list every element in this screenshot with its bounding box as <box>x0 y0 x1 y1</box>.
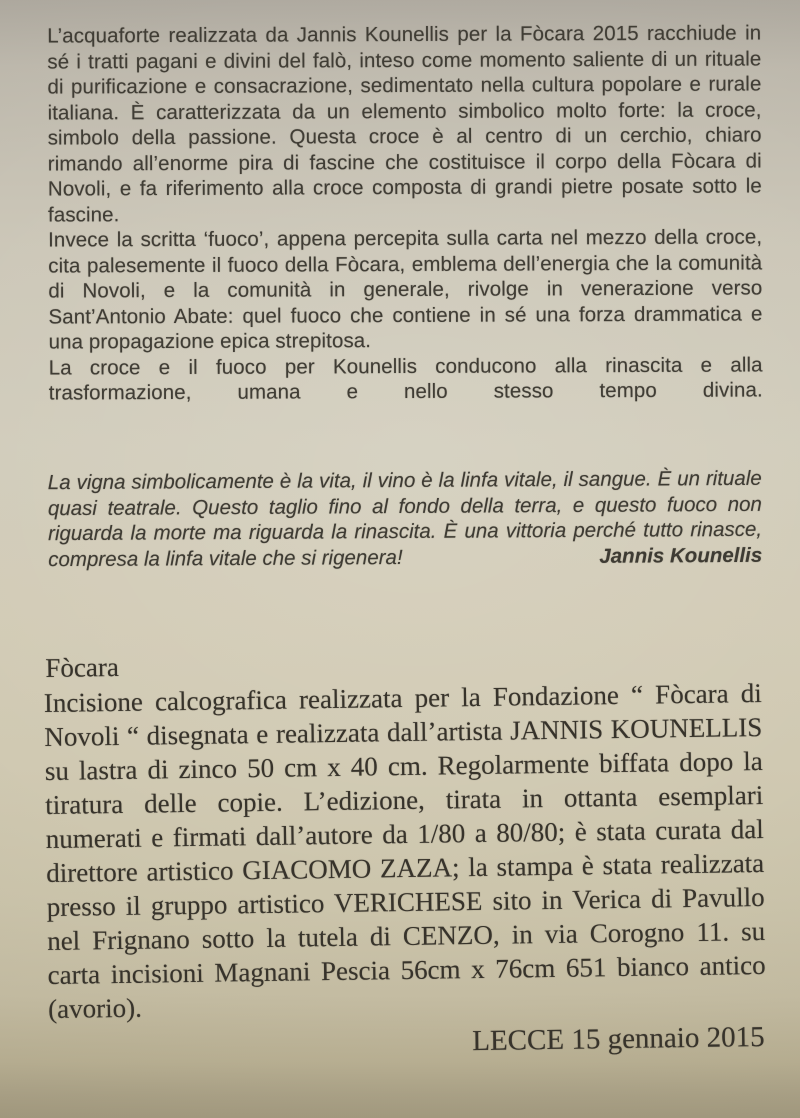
colophon-block <box>43 641 767 1064</box>
colophon-dateline: LECCE 15 gennaio 2015 <box>472 1020 765 1058</box>
intro-paragraph-1: L’acquaforte realizzata da Jannis Kounellis per la Fòcara 2015 racchiude in sé i tratti pagani e divini del falò, inteso come momento saliente di un rituale di purificazione e consacrazione, sedimentato nella cultura popolare e rurale italiana. È caratterizzata da un elemento simbolico molto forte: la croce, simbolo della passione. Questa croce è al centro di un cerchio, chiaro rimando all’enorme pira di fascine che costituisce il corpo della Fòcara di Novoli, e fa riferimento alla croce composta di grandi pietre posate sotto le fascine. <box>47 21 762 227</box>
intro-text-block <box>47 20 763 406</box>
colophon-body: Incisione calcografica realizzata per la Fondazione “ Fòcara di Novoli “ disegnata e realizzata dall’artista JANNIS KOUNELLIS su lastra di zinco 50 cm x 40 cm. Regolarmente biffata dopo la tiratura delle copie. L’edizione, tirata in ottanta esemplari numerati e firmati dall’autore da 1/80 a 80/80; è stata curata dal direttore artistico GIACOMO ZAZA; la stampa è stata realizzata presso il gruppo artistico VERICHESE sito in Verica di Pavullo nel Frignano sotto la tutela di CENZO, in via Corogno 11. su carta incisioni Magnani Pescia 56cm x 76cm 651 bianco antico (avorio). <box>43 678 766 1024</box>
colophon-title: Fòcara <box>45 651 120 684</box>
artist-quote-attribution: Jannis Kounellis <box>599 543 763 568</box>
intro-paragraph-2: Invece la scritta ‘fuoco’, appena percepita sulla carta nel mezzo della croce, cita palesemente il fuoco della Fòcara, emblema dell’energia che la comunità di Novoli, e la comunità in generale, rivolge in venerazione verso Sant’Antonio Abate: quel fuoco che contiene in sé una forza drammatica e una propagazione epica strepitosa. <box>48 225 763 354</box>
artist-quote-text: La vigna simbolicamente è la vita, il vino è la linfa vitale, il sangue. È un rituale quasi teatrale. Questo taglio fino al fondo della terra, e questo fuoco non riguarda la morte ma riguarda la rinascita. È una vittoria perché tutto rinasce, compresa la linfa vitale che si rigenera! <box>47 466 763 571</box>
artist-quote-block <box>48 466 763 572</box>
intro-paragraph-3: La croce e il fuoco per Kounellis conducono alla rinascita e alla trasformazione, umana e nello stesso tempo divina. <box>48 352 763 405</box>
